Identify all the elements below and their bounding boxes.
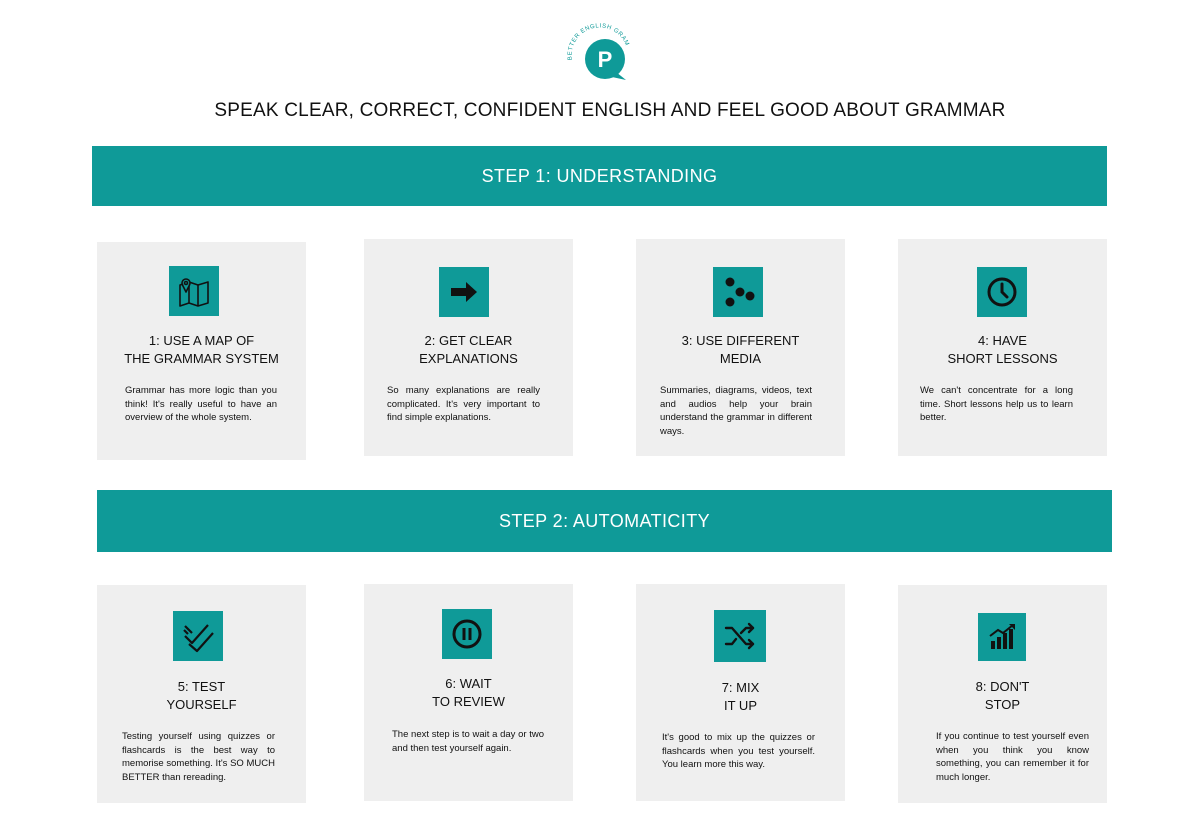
card-title: 1: USE A MAP OF THE GRAMMAR SYSTEM — [124, 333, 279, 366]
pause-icon — [442, 609, 492, 659]
card-title: 6: WAIT TO REVIEW — [432, 676, 505, 709]
arrow-right-icon — [439, 267, 489, 317]
brand-logo — [560, 20, 632, 82]
card-title: 7: MIX IT UP — [721, 680, 760, 713]
step1-card-3 — [636, 239, 845, 456]
step1-banner: STEP 1: UNDERSTANDING — [92, 146, 1107, 206]
card-title: 5: TEST YOURSELF — [166, 679, 237, 712]
growth-chart-icon — [978, 613, 1026, 661]
page-headline: SPEAK CLEAR, CORRECT, CONFIDENT ENGLISH AND FEEL GOOD ABOUT GRAMMAR — [214, 100, 1006, 121]
card-text: The next step is to wait a day or two and then test yourself again. — [392, 729, 544, 754]
step1-card-1 — [97, 242, 306, 460]
shuffle-icon — [714, 610, 766, 662]
logo-ring-text: BETTER ENGLISH GRAM — [567, 23, 630, 61]
step2-card-6 — [364, 584, 573, 801]
step1-card-4 — [898, 239, 1107, 456]
logo-mark — [560, 20, 632, 82]
card-text: If you continue to test yourself even when you think you know something, you can remember it for much longer. — [936, 731, 1089, 783]
step2-banner: STEP 2: AUTOMATICITY — [97, 490, 1112, 552]
checkmarks-icon — [173, 611, 223, 661]
card-title: 2: GET CLEAR EXPLANATIONS — [419, 333, 518, 366]
card-title: 4: HAVE SHORT LESSONS — [947, 333, 1058, 366]
step2-card-8 — [898, 585, 1107, 803]
card-title: 3: USE DIFFERENT MEDIA — [681, 333, 800, 366]
card-text: Summaries, diagrams, videos, text and audios help your brain understand the grammar in different ways. — [660, 385, 812, 437]
clock-icon — [977, 267, 1027, 317]
card-text: We can't concentrate for a long time. Short lessons help us to learn better. — [920, 385, 1073, 423]
logo-letter: P — [597, 47, 613, 72]
map-icon — [169, 266, 219, 316]
media-dots-icon — [713, 267, 763, 317]
card-title: 8: DON'T STOP — [975, 679, 1030, 712]
card-text: It's good to mix up the quizzes or flashcards when you test yourself. You learn more this way. — [662, 732, 815, 770]
card-text: So many explanations are really complicated. It's very important to find simple explanations. — [387, 385, 540, 423]
step2-card-5 — [97, 585, 306, 803]
card-text: Testing yourself using quizzes or flashcards is the best way to memorise something. It's SO MUCH BETTER than rereading. — [122, 731, 275, 783]
card-text: Grammar has more logic than you think! It's really useful to have an overview of the whole system. — [125, 385, 277, 423]
step1-card-2 — [364, 239, 573, 456]
step2-card-7 — [636, 584, 845, 801]
